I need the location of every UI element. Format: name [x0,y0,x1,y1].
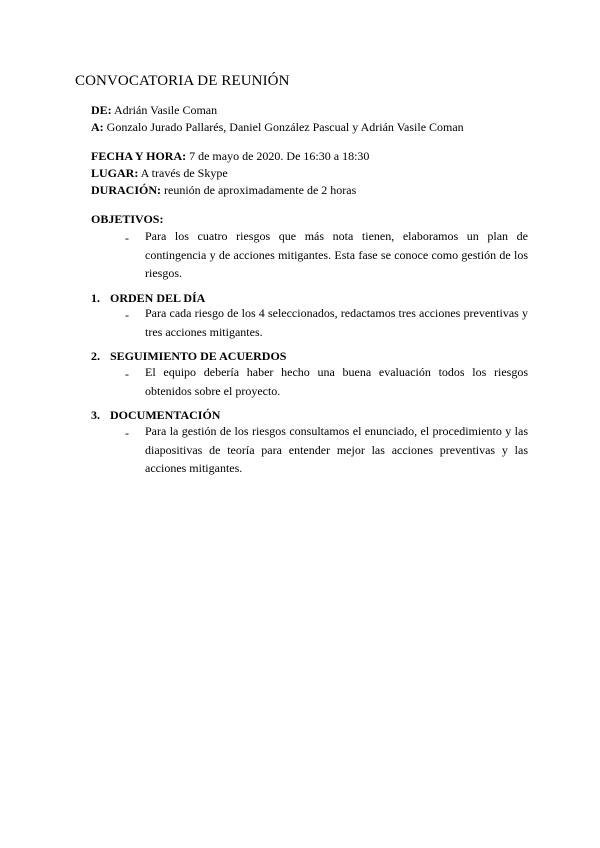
section-3-text: Para la gestión de los riesgos consultamos el enunciado, el procedimiento y las diapositivas de teoría para entender mejor las acciones preventivas y las acciones mitigantes. [145,424,528,475]
section-2-bullet: - [125,367,129,381]
section-1-heading: ORDEN DEL DÍA [110,291,206,305]
from-label: DE: [91,103,112,117]
to-value: Gonzalo Jurado Pallarés, Daniel González Pascual y Adrián Vasile Coman [103,120,464,134]
section-1-bullet: - [125,308,129,322]
section-3-heading: DOCUMENTACIÓN [110,408,221,422]
objectives-bullet: - [125,231,129,245]
section-3-number: 3. [91,408,100,422]
place-label: LUGAR: [91,166,139,180]
from-value: Adrián Vasile Coman [111,103,218,117]
from-line [91,103,217,117]
document-title: CONVOCATORIA DE REUNIÓN [75,73,290,89]
date-line [91,149,369,163]
duration-label: DURACIÓN: [91,183,161,197]
section-2-heading: SEGUIMIENTO DE ACUERDOS [110,349,287,363]
objectives-heading: OBJETIVOS: [91,212,164,226]
section-1-text: Para cada riesgo de los 4 seleccionados, redactamos tres acciones preventivas y tres acciones mitigantes. [145,306,528,339]
date-value: 7 de mayo de 2020. De 16:30 a 18:30 [186,149,370,163]
section-2-number: 2. [91,349,100,363]
duration-value: reunión de aproximadamente de 2 horas [161,183,357,197]
place-line [91,166,228,180]
section-2-text: El equipo debería haber hecho una buena evaluación todos los riesgos obtenidos sobre el proyecto. [145,365,528,398]
section-1-number: 1. [91,291,100,305]
section-3-bullet: - [125,426,129,440]
to-label: A: [91,120,104,134]
date-label: FECHA Y HORA: [91,149,187,163]
duration-line [91,183,356,197]
objectives-text: Para los cuatro riesgos que más nota tienen, elaboramos un plan de contingencia y de acciones mitigantes. Esta fase se conoce como gestión de los riesgos. [145,229,528,280]
to-line [91,120,464,134]
place-value: A través de Skype [138,166,228,180]
